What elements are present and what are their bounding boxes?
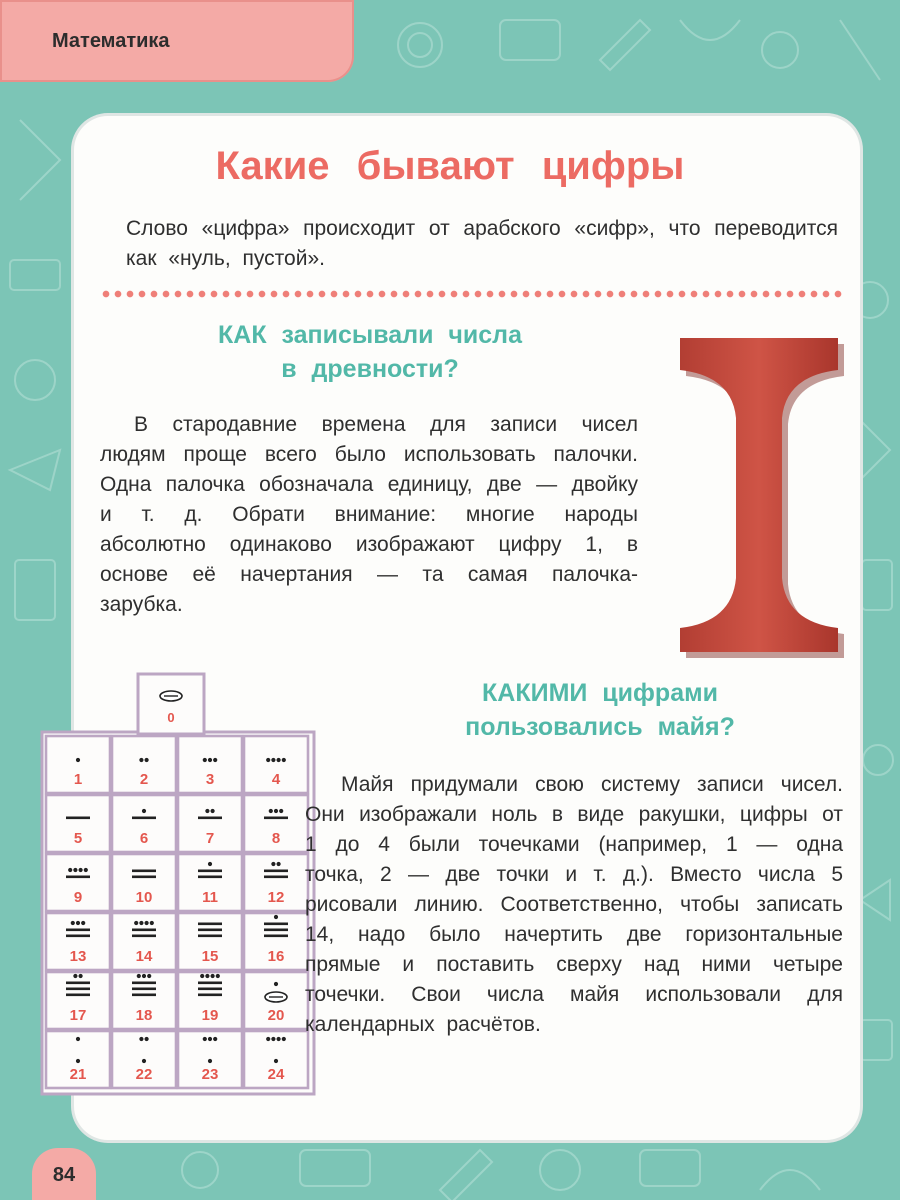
maya-dot	[73, 868, 77, 872]
maya-label-10: 10	[135, 889, 153, 906]
maya-bar	[198, 923, 222, 926]
heading-ancient-line1: КАК записывали числа	[218, 321, 522, 349]
maya-label-18: 18	[135, 1007, 153, 1024]
maya-dot	[203, 758, 207, 762]
maya-label-3: 3	[205, 771, 215, 788]
maya-dot	[76, 921, 80, 925]
maya-dot	[266, 758, 270, 762]
maya-dot	[139, 1037, 143, 1041]
maya-dot	[145, 921, 149, 925]
maya-label-23: 23	[201, 1066, 219, 1083]
dotted-divider	[100, 289, 844, 299]
maya-dot	[145, 1037, 149, 1041]
maya-bar	[66, 929, 90, 932]
maya-bar	[132, 988, 156, 991]
maya-dot	[134, 921, 138, 925]
maya-label-7: 7	[205, 830, 215, 847]
heading-ancient-line2: в древности?	[281, 355, 459, 383]
section-heading-maya	[380, 676, 820, 744]
heading-maya-line1: КАКИМИ цифрами	[482, 679, 718, 707]
maya-bar	[264, 923, 288, 926]
maya-label-2: 2	[139, 771, 149, 788]
maya-dot	[68, 868, 72, 872]
maya-dot	[211, 974, 215, 978]
maya-dot	[266, 1037, 270, 1041]
maya-dot	[84, 868, 88, 872]
maya-label-16: 16	[267, 948, 285, 965]
maya-dot	[142, 809, 146, 813]
maya-bar	[264, 870, 288, 873]
subject-label: Математика	[52, 30, 170, 52]
maya-dot	[76, 758, 80, 762]
page-title: Какие бывают цифры	[215, 144, 685, 188]
maya-numerals-chart	[38, 670, 318, 1100]
intro-paragraph: Слово «цифра» происходит от арабского «сифр», что переводится как «нуль, пустой».	[126, 217, 838, 270]
maya-dot	[79, 868, 83, 872]
roman-one-illustration	[674, 330, 844, 660]
maya-bar	[132, 935, 156, 938]
maya-dot	[274, 982, 278, 986]
maya-bar	[198, 876, 222, 879]
maya-dot	[213, 1037, 217, 1041]
maya-dot	[277, 758, 281, 762]
maya-label-0: 0	[167, 710, 175, 725]
section-heading-ancient	[160, 318, 580, 386]
maya-dot	[71, 921, 75, 925]
maya-label-24: 24	[267, 1066, 285, 1083]
maya-bar	[132, 870, 156, 873]
maya-dot	[271, 1037, 275, 1041]
maya-dot	[277, 862, 281, 866]
maya-dot	[271, 758, 275, 762]
maya-bar	[264, 935, 288, 938]
maya-dot	[282, 758, 286, 762]
maya-dot	[200, 974, 204, 978]
maya-dot	[277, 1037, 281, 1041]
maya-dot	[274, 915, 278, 919]
maya-dot	[279, 809, 283, 813]
maya-bar	[66, 876, 90, 879]
maya-dot	[274, 809, 278, 813]
maya-dot	[139, 758, 143, 762]
maya-bar	[66, 935, 90, 938]
maya-dot	[208, 1037, 212, 1041]
maya-bar	[132, 817, 156, 820]
maya-label-19: 19	[201, 1007, 219, 1024]
maya-bar	[198, 929, 222, 932]
maya-dot	[208, 758, 212, 762]
maya-dot	[282, 1037, 286, 1041]
maya-label-4: 4	[271, 771, 281, 788]
maya-label-5: 5	[73, 830, 83, 847]
maya-bar	[264, 929, 288, 932]
maya-dot	[274, 1059, 278, 1063]
maya-label-14: 14	[135, 948, 153, 965]
maya-dot	[205, 809, 209, 813]
maya-bar	[198, 817, 222, 820]
maya-dot	[79, 974, 83, 978]
maya-label-21: 21	[69, 1066, 87, 1083]
maya-label-12: 12	[267, 889, 285, 906]
maya-dot	[269, 809, 273, 813]
maya-dot	[203, 1037, 207, 1041]
maya-bar	[132, 994, 156, 997]
maya-bar	[198, 994, 222, 997]
maya-dot	[81, 921, 85, 925]
maya-dot	[145, 758, 149, 762]
maya-dot	[73, 974, 77, 978]
maya-bar	[66, 988, 90, 991]
subject-tab	[0, 0, 354, 82]
maya-paragraph: Майя придумали свою систему записи чисел. Они изображали ноль в виде ракушки, цифры от 1 до 4 были точечками (например, 1 — одна точка, 2 — две точки и т. д.). Вместо числа 5 рисовали линию. Соответственно, чтобы записать 14, надо было начертить две горизонтальные прямые и поставить сверху над ними четыре точечки. Свои числа майя использовали для календарных расчётов.	[305, 773, 843, 1036]
page-number-tab	[32, 1148, 96, 1200]
maya-dot	[142, 1059, 146, 1063]
maya-dot	[150, 921, 154, 925]
maya-bar	[198, 988, 222, 991]
maya-label-15: 15	[201, 948, 219, 965]
maya-label-8: 8	[271, 830, 281, 847]
maya-dot	[213, 758, 217, 762]
maya-bar	[132, 876, 156, 879]
maya-bar	[132, 982, 156, 985]
page-number: 84	[52, 1164, 76, 1186]
maya-dot	[208, 862, 212, 866]
maya-bar	[198, 982, 222, 985]
maya-bar	[66, 994, 90, 997]
maya-bar	[264, 876, 288, 879]
maya-dot	[211, 809, 215, 813]
ancient-paragraph: В стародавние времена для записи чисел людям проще всего было использовать палочки. Одна палочка обозначала единицу, две — двойку и т. д. Обрати внимание: многие народы абсолютно одинаково изображают цифру 1, в основе её начертания — та самая палочка-зарубка.	[100, 413, 638, 616]
maya-label-17: 17	[69, 1007, 87, 1024]
maya-bar	[66, 817, 90, 820]
maya-label-1: 1	[73, 771, 83, 788]
maya-dot	[139, 921, 143, 925]
maya-cell-0	[138, 674, 204, 734]
maya-dot	[208, 1059, 212, 1063]
maya-label-22: 22	[135, 1066, 153, 1083]
maya-label-6: 6	[139, 830, 149, 847]
heading-maya-line2: пользовались майя?	[465, 713, 735, 741]
maya-bar	[198, 935, 222, 938]
maya-dot	[76, 1037, 80, 1041]
maya-dot	[205, 974, 209, 978]
maya-bar	[264, 817, 288, 820]
maya-dot	[142, 974, 146, 978]
maya-dot	[271, 862, 275, 866]
maya-dot	[76, 1059, 80, 1063]
maya-label-11: 11	[202, 889, 218, 906]
maya-dot	[147, 974, 151, 978]
maya-dot	[137, 974, 141, 978]
maya-dot	[216, 974, 220, 978]
maya-label-9: 9	[73, 889, 83, 906]
maya-bar	[198, 870, 222, 873]
maya-label-13: 13	[69, 948, 87, 965]
maya-label-20: 20	[267, 1007, 285, 1024]
maya-bar	[132, 929, 156, 932]
maya-bar	[66, 982, 90, 985]
